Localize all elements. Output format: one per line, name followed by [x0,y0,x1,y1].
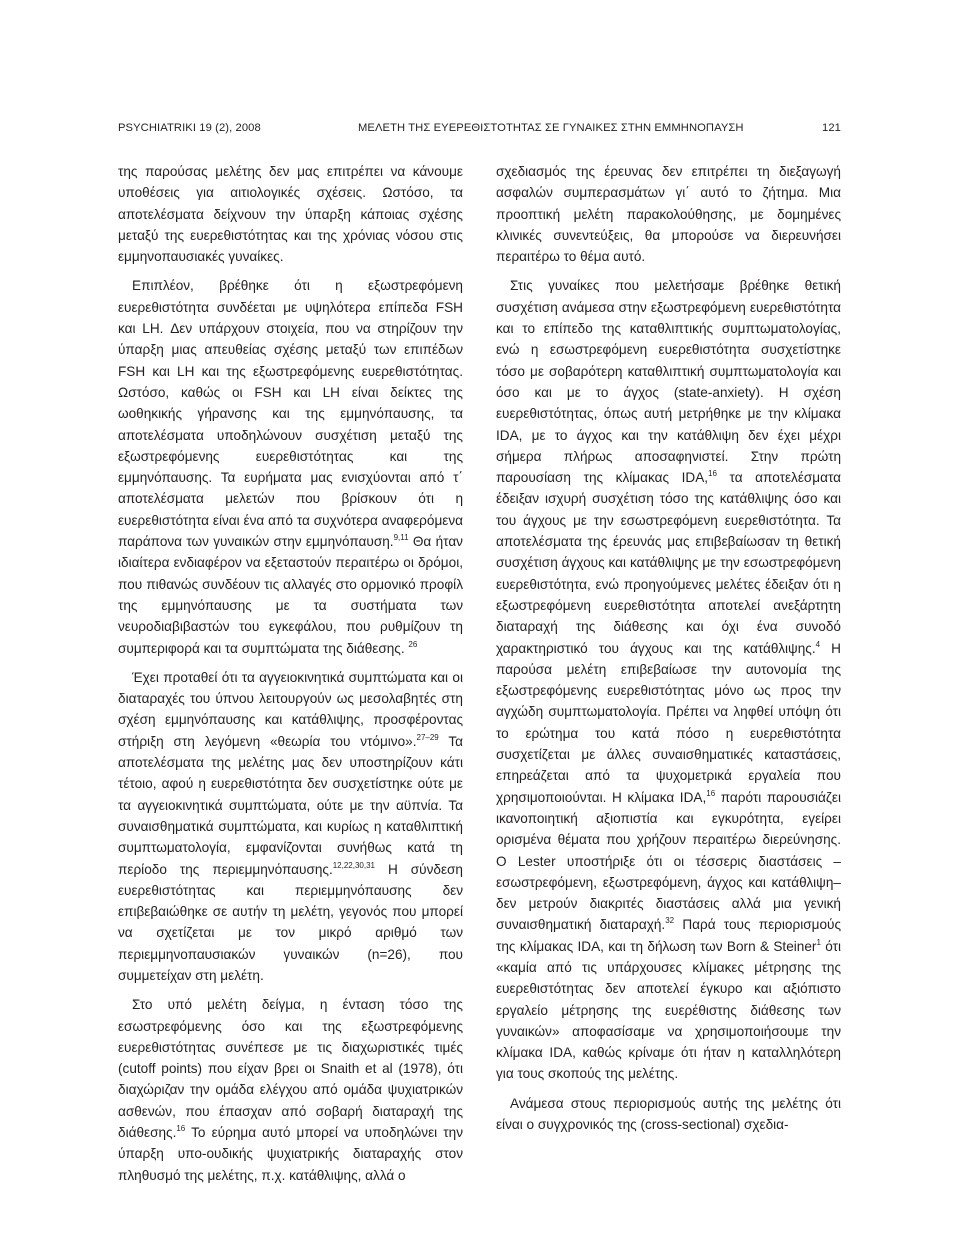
paragraph-text: Θα ήταν ιδιαίτερα ενδιαφέρον να εξεταστούν περαιτέρω οι δρόμοι, που πιθανώς συνδέουν τις αλλαγές στο ορμονικό προφίλ της εμμηνόπαυσης με τα συστήματα των νευροδιαβιβαστών του εγκεφάλου, που ρυθμίζουν τη συμπεριφορά και τα συμπτώματα της διάθεσης. [118,534,463,656]
paragraph-text: παρότι παρουσιάζει ικανοποιητική αξιοπιστία και εγκυρότητα, εγείρει ορισμένα θέματα που χρήζουν περαιτέρω διερεύνησης. Ο Lester υποστήριξε ότι οι τέσσερις διαστάσεις –εσωστρεφόμενη, εξωστρεφόμενη, άγχος και κατάθλιψη– δεν μετρούν διακριτές διαστάσεις αλλά μια γενική συναισθηματική διαταραχή. [496,789,841,933]
paragraph [118,667,463,986]
paragraph-text: Στις γυναίκες που μελετήσαμε βρέθηκε θετική συσχέτιση ανάμεσα στην εξωστρεφόμενη ευερεθιστότητα και το επίπεδο της καταθλιπτικής συμπτωματολογίας, ενώ η εσωστρεφόμενη ευερεθιστότητα συσχετίστηκε τόσο με σοβαρότερη καταθλιπτική συμπτωματολογία και όσο και με το άγχος (state-anxiety). Η σχέση ευερεθιστότητας, όπως αυτή μετρήθηκε με την κλίμακα IDA, με το άγχος και την κατάθλιψη δεν έχει μέχρι σήμερα πλήρως αποσαφηνιστεί. Στην πρώτη παρουσίαση της κλίμακας IDA, [496,278,841,486]
paragraph-text: Παρά τους περιορισμούς της κλίμακας IDA, και τη δήλωση των Born & Steiner [496,917,841,954]
paragraph [118,994,463,1186]
running-title: ΜΕΛΕΤΗ ΤΗΣ ΕΥΕΡΕΘΙΣΤΟΤΗΤΑΣ ΣΕ ΓΥΝΑΙΚΕΣ ΣΤΗΝ ΕΜΜΗΝΟΠΑΥΣΗ [358,122,744,134]
right-column [496,161,841,1143]
citation-ref: 12,22,30,31 [332,860,375,870]
citation-ref: 1 [816,937,821,947]
paragraph-text: τα αποτελέσματα έδειξαν ισχυρή συσχέτιση τόσο της κατάθλιψης όσο και του άγχους με την εσωστρεφόμενη ευερεθιστότητα. Τα αποτελέσματα της έρευνάς μας επιβεβαίωσαν τη θετική συσχέτιση άγχους και κατάθλιψης με την εσωστρεφόμενη ευερεθιστότητα, ενώ προηγούμενες μελέτες έδειξαν ότι η εξωστρεφόμενη ευερεθιστότητα αποτελεί ανεξάρτητη διαταραχή της διάθεσης και όχι ένα συνοδό χαρακτηριστικό του άγχους και της κατάθλιψης. [496,470,841,656]
left-column [118,161,463,1194]
paragraph-text: Έχει προταθεί ότι τα αγγειοκινητικά συμπτώματα και οι διαταραχές του ύπνου λειτουργούν ως μεσολαβητές στη σχέση εμμηνόπαυσης και κατάθλιψης, προσφέροντας στήριξη στη λεγόμενη «θεωρία του ντόμινο». [118,669,463,749]
paragraph [496,275,841,1084]
paragraph-text: Τα αποτελέσματα της μελέτης μας δεν υποστηρίζουν κάτι τέτοιο, αφού η ευερεθιστότητα δεν συσχετίστηκε ούτε με τα αγγειοκινητικά συμπτώματα, ούτε με την αϋπνία. Τα συναισθηματικά συμπτώματα, και κυρίως η καταθλιπτική συμπτωματολογία, εμφανίζονται συνήθως κατά τη περίοδο της περιεμμηνόπαυσης. [118,733,463,877]
paragraph-text: Το εύρημα αυτό μπορεί να υποδηλώνει την ύπαρξη υπο-ουδικής ψυχιατρικής διαταραχής στον πληθυσμό της μελέτης, π.χ. κατάθλιψης, αλλά ο [118,1125,463,1183]
citation-ref: 16 [706,788,716,798]
paragraph-text: της παρούσας μελέτης δεν μας επιτρέπει να κάνουμε υποθέσεις για αιτιολογικές σχέσεις. Ωστόσο, τα αποτελέσματα δείχνουν την ύπαρξη κάποιας σχέσης μεταξύ της ευερεθιστότητας και της χρόνιας νόσου στις εμμηνοπαυσιακές γυναίκες. [118,164,463,265]
paragraph-text: ότι «καμία από τις υπάρχουσες κλίμακες μέτρησης της ευερεθιστότητας δεν αποτελεί έγκυρο και αξιόπιστο εργαλείο μέτρησης της ευερέθιστης διάθεσης των γυναικών» αποφασίσαμε να χρησιμοποιήσουμε την κλίμακα IDA, καθώς κρίναμε ότι ήταν η καταλληλότερη για τους σκοπούς της μελέτης. [496,938,841,1082]
citation-ref: 9,11 [393,533,409,543]
page-number: 121 [822,122,841,134]
citation-ref: 16 [708,469,717,479]
paragraph-text: Ανάμεσα στους περιορισμούς αυτής της μελέτης ότι είναι ο συγχρονικός της (cross-sectional) σχεδια- [496,1095,841,1133]
paragraph [496,161,841,267]
paragraph [118,275,463,658]
paragraph [118,161,463,267]
citation-ref: 27–29 [416,732,439,742]
paragraph-text: Στο υπό μελέτη δείγμα, η ένταση τόσο της εσωστρεφόμενης όσο και της εξωστρεφόμενης ευερεθιστότητας συνέπεσε με τις διαχωριστικές τιμές (cutoff points) που είχαν βρει οι Snaith et al (1978), ότι διαχώριζαν την ομάδα ελέγχου από ομάδα ψυχιατρικών ασθενών, που έπασχαν από σοβαρή διαταραχή της διάθεσης. [118,997,463,1141]
paragraph-text: σχεδιασμός της έρευνας δεν επιτρέπει τη διεξαγωγή ασφαλών συμπερασμάτων γι΄ αυτό το ζήτημα. Μια προοπτική μελέτη παρακολούθησης, με δομημένες κλινικές συνεντεύξεις, θα μπορούσε να διερευνήσει περαιτέρω το θέμα αυτό. [496,164,841,265]
citation-ref: 26 [408,639,418,649]
paragraph-text: Η σύνδεση ευερεθιστότητας και περιεμμηνόπαυσης δεν επιβεβαιώθηκε σε αυτήν τη μελέτη, γεγονός που μπορεί να σχετίζεται με τον μικρό αριθμό των περιεμμηνοπαυσιακών γυναικών (n=26), που συμμετείχαν στη μελέτη. [118,861,463,983]
citation-ref: 32 [665,916,675,926]
journal-citation: PSYCHIATRIKI 19 (2), 2008 [118,122,261,134]
citation-ref: 16 [176,1124,186,1134]
running-head [118,122,841,138]
citation-ref: 4 [815,639,821,649]
paragraph [496,1093,841,1136]
paragraph-text: Επιπλέον, βρέθηκε ότι η εξωστρεφόμενη ευερεθιστότητα συνδέεται με υψηλότερα επίπεδα FSH και LH. Δεν υπάρχουν στοιχεία, που να στηρίζουν την ύπαρξη μιας απευθείας σχέσης μεταξύ των επιπέδων FSH και LH και της εξωστρεφόμενης ευερεθιστότητας. Ωστόσο, καθώς οι FSH και LH είναι δείκτες της ωοθηκικής γήρανσης και της εμμηνόπαυσης, τα αποτελέσματα υποδηλώνουν συσχέτιση μεταξύ της εξωστρεφόμενης ευερεθιστότητας και της εμμηνόπαυσης. Τα ευρήματα μας ενισχύονται από τ΄ αποτελέσματα μελετών που βρίσκουν ότι η ευερεθιστότητα είναι ένα από τα συχνότερα αναφερόμενα παράπονα των γυναικών στην εμμηνόπαυση. [118,278,463,550]
paragraph-text: Η παρούσα μελέτη επιβεβαίωσε την αυτονομία της εξωστρεφόμενης ευερεθιστότητας μόνο ως προς την αγχώδη συμπτωματολογία. Πρέπει να ληφθεί υπόψη ότι το ερώτημα του κατά πόσο η ευερεθιστότητα συσχετίζεται με άλλες συναισθηματικές καταστάσεις, επηρεάζεται από τα ψυχομετρικά εργαλεία που χρησιμοποιούνται. Η κλίμακα IDA, [496,640,841,805]
